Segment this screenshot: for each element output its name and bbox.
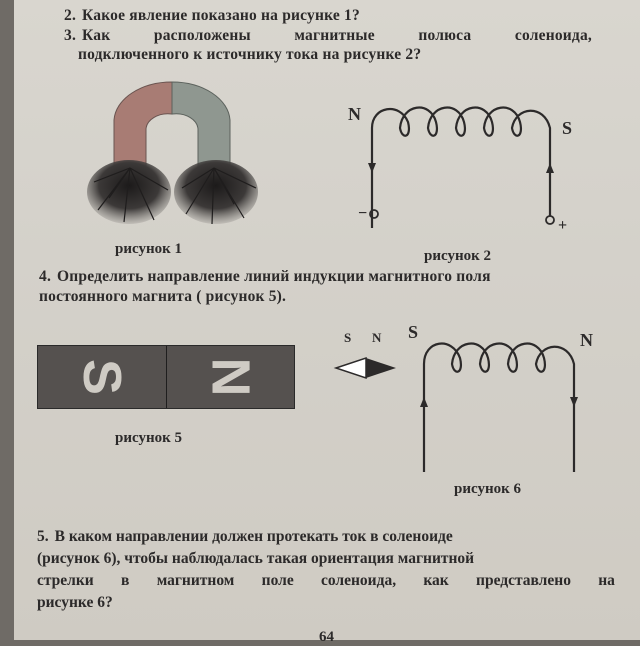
figure-6-coil (424, 344, 574, 472)
figure-5-bar-magnet (37, 345, 295, 409)
figure-6-caption: рисунок 6 (454, 481, 521, 497)
figure-6-arrow-right (570, 397, 578, 407)
figure-1-caption: рисунок 1 (115, 241, 182, 257)
figure-2-pole-south: S (562, 118, 573, 138)
figure-2-solenoid (340, 88, 590, 238)
figure-2-terminal-minus: − (358, 205, 368, 222)
question-3-line-2: подключенного к источнику тока на рисунке 2? (78, 46, 422, 63)
figure-1-horseshoe-magnet (84, 72, 284, 232)
figure-5-caption: рисунок 5 (115, 430, 182, 446)
question-4: 4. Определить направление линий индукции магнитного поля (39, 268, 491, 285)
horseshoe-magnet-right-half (172, 82, 230, 167)
figure-2-caption: рисунок 2 (424, 248, 491, 264)
bar-magnet-south-label: S (71, 358, 132, 396)
needle-label-south: S (344, 330, 352, 345)
figure-2-arrow-left (368, 163, 376, 173)
figure-6-pole-north: N (580, 330, 593, 350)
question-3: 3. Как расположены магнитные полюса соленоида, (64, 27, 592, 44)
figure-2-terminal-plus: + (558, 217, 568, 234)
figure-6-arrow-left (420, 397, 428, 407)
bar-magnet-north-label: N (200, 357, 261, 397)
question-2: 2. Какое явление показано на рисунке 1? (64, 7, 360, 24)
page-number: 64 (319, 629, 334, 645)
compass-needle-right (366, 358, 396, 378)
question-5: 5. В каком направлении должен протекать ток в соленоиде (рисунок 6), чтобы наблюдалась такая ориентация магнитной стрелки в магнитном поле соленоида, как представлено на рисунке 6? (37, 528, 615, 611)
figure-2-coil (372, 108, 550, 228)
compass-needle-left (336, 358, 366, 378)
figure-2-arrow-right (546, 163, 554, 173)
figure-2-terminal-right (546, 216, 554, 224)
figure-6-pole-south: S (408, 322, 419, 342)
figure-2-pole-north: N (348, 104, 361, 124)
textbook-page (14, 0, 640, 645)
horseshoe-magnet-left-half (114, 82, 172, 167)
bar-magnet-south (38, 346, 166, 408)
bar-magnet-north (167, 346, 295, 408)
needle-label-north: N (372, 330, 382, 345)
question-4-line-2: постоянного магнита ( рисунок 5). (39, 288, 287, 305)
figure-6-solenoid-and-needle (332, 312, 602, 477)
